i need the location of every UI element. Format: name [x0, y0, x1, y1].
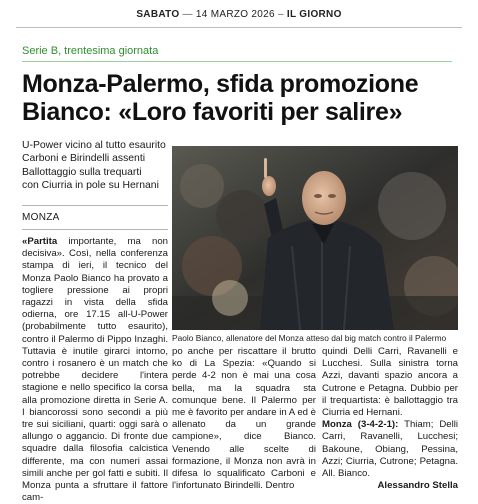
article-lead: «Partita: [22, 236, 58, 247]
subheadline: Ballottaggio sulla trequarti: [22, 166, 142, 178]
masthead-paper: IL GIORNO: [286, 9, 342, 20]
subheadline: U-Power vicino al tutto esaurito: [22, 140, 166, 151]
article-column-1: [22, 236, 168, 504]
lineup-text: Thiam; Delli Carri, Ravanelli, Lucchesi; Bakoune, Obiang, Pessina, Azzi; Ciurria, Cutrone; Petagna. All. Bianco.: [322, 419, 459, 480]
headline-line-2: Bianco: «Loro favoriti per salire»: [22, 98, 403, 126]
masthead-date: 14 MARZO 2026: [195, 9, 275, 20]
kicker-divider: [22, 61, 452, 62]
article-text: quindi Delli Carri, Ravanelli e Lucchesi. Sulla sinistra torna Azzi, davanti spazio ancora a Cutrone e Petagna. Dubbio per il trequartista: è ballottaggio tra Ciurria ed Hernani.: [322, 346, 458, 419]
photo-caption: Paolo Bianco, allenatore del Monza atteso dal big match contro il Palermo: [172, 333, 447, 343]
subheadline: Carboni e Birindelli assenti: [22, 153, 146, 165]
kicker: Serie B, trentesima giornata: [22, 45, 159, 57]
dateline-location: MONZA: [22, 212, 60, 223]
photo-illustration: [172, 146, 458, 330]
subheadline: con Ciurria in pole su Hernani: [22, 180, 159, 192]
coach-photo: [172, 146, 458, 330]
top-divider: [16, 27, 462, 28]
article-column-2: [172, 346, 316, 492]
location-divider: [22, 205, 168, 206]
location-divider: [22, 229, 168, 230]
article-text: po anche per riscattare il brutto ko di La Spezia: «Quando si perde 4-2 non è mai una cosa bella, ma la squadra sta comunque bene. Il Palermo per me è favorito per andare in A ed è allenato da un grande campione», dice Bianco. Venendo alle scelte di formazione, il Monza non avrà in difesa lo squalificato Carboni e l'infortunato Birindelli. Dentro: [172, 346, 316, 492]
headline: [22, 70, 462, 126]
article-text: importante, ma non decisiva». Così, nella conferenza stampa di ieri, il tecnico del Monza Paolo Bianco ha provato a togliere pressione ai propri ragazzi in vista della sfida odierna, ore 17.15 all-U-Power (probabilmente tutto esaurito), contro il Palermo di Pippo Inzaghi. Tuttavia è inutile girarci intorno, contro i rosanero è un match che potrebbe decidere l'intera stagione e nello specifico la corsa alla promozione diretta in Serie A. I biancorossi sono secondi a più tre sui siciliani, quarti: oggi sarà o allungo o aggancio. Di fronte due squadre dalla filosofia calcistica differente, ma con numeri assai simili anche per gol fatti e subiti. Il Monza punta a sfruttare il fattore cam-: [22, 236, 168, 504]
author-signature: Alessandro Stella: [377, 480, 458, 492]
lineup-label: Monza (3-4-2-1):: [322, 419, 399, 431]
masthead-day: SABATO: [136, 9, 180, 20]
article-column-3: [322, 346, 458, 492]
masthead: SABATO — 14 MARZO 2026 – IL GIORNO: [136, 9, 342, 20]
headline-line-1: Monza-Palermo, sfida promozione: [22, 70, 419, 98]
subheadlines: [22, 139, 170, 193]
